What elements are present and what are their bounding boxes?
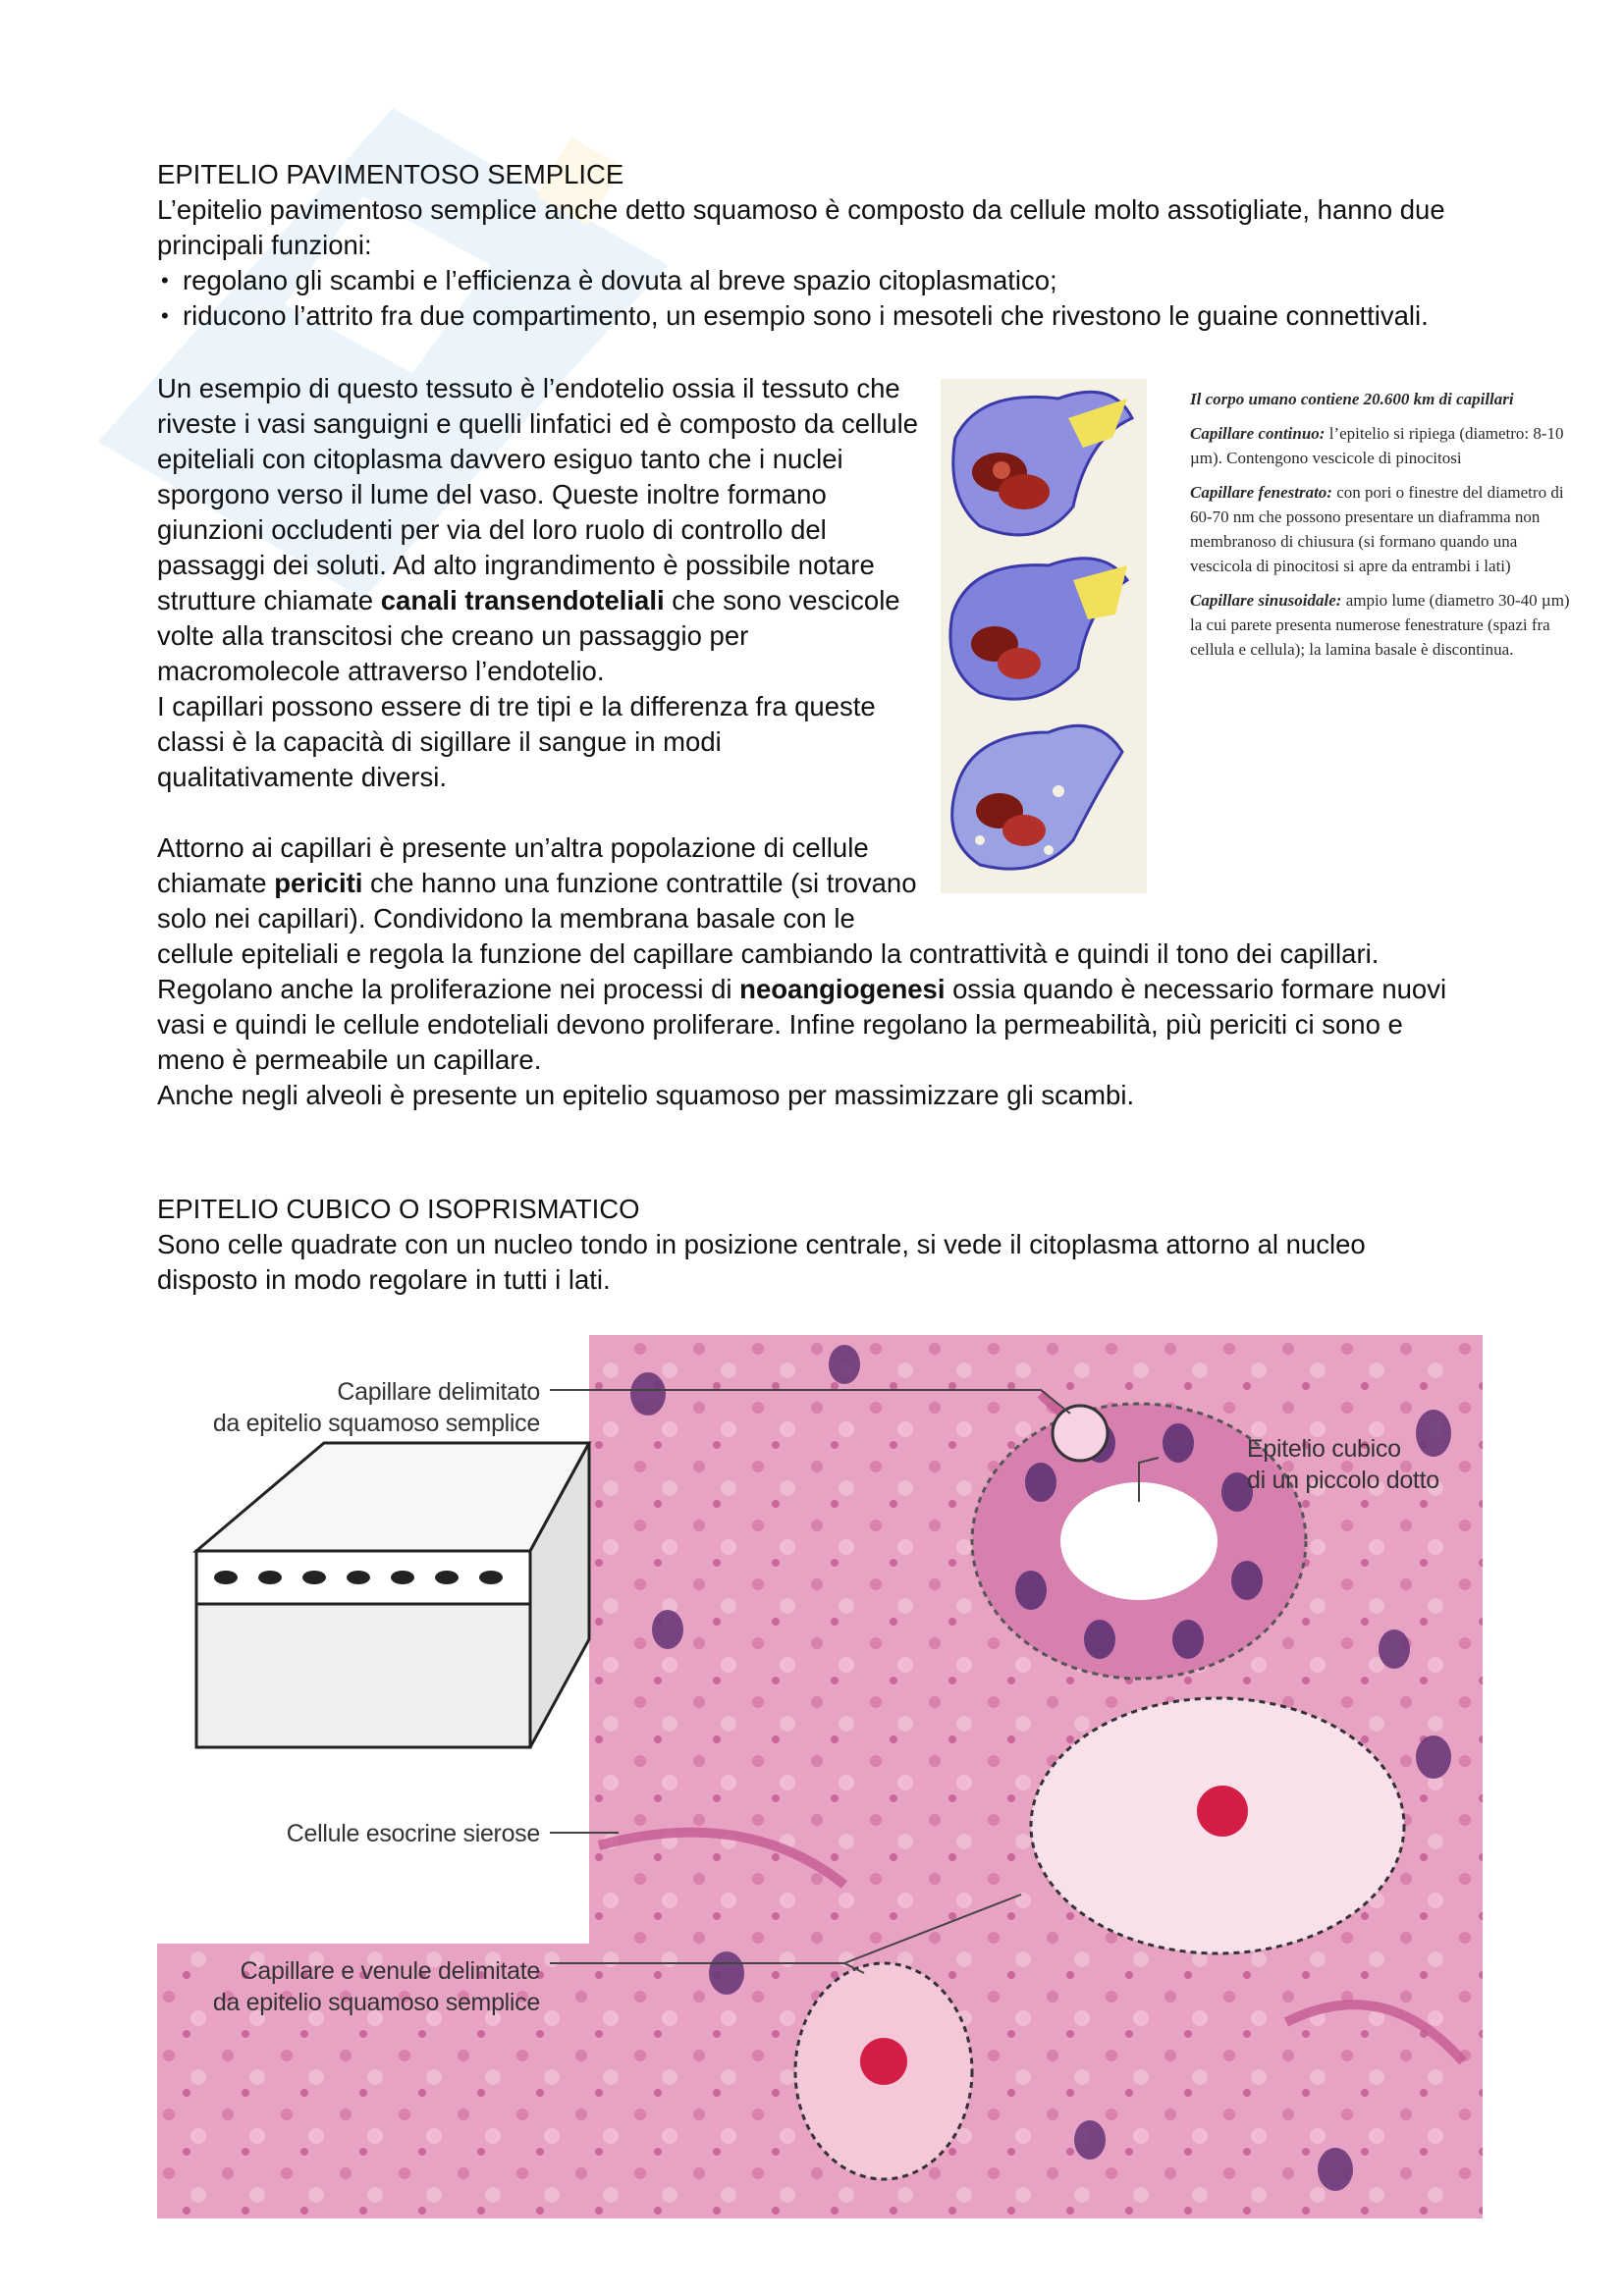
- note-text: con pori o finestre del diametro di 60-70 nm che possono presentare un diaframma non membranoso di chiusura (si formano quando una vescicola di pinocitosi si apre da entrambi i lati): [1190, 483, 1564, 575]
- note-fenestrated: [1190, 480, 1583, 578]
- bullet-item: • riducono l’attrito fra due compartimento, un esempio sono i mesoteli che rivestono le guaine connettivali.: [157, 298, 1473, 334]
- section1-top: [157, 157, 1473, 334]
- note-continuous: [1190, 421, 1583, 470]
- term-periciti: periciti: [274, 868, 363, 898]
- note-title: [1190, 387, 1583, 411]
- note-title-text: Il corpo umano contiene 20.600 km di capillari: [1190, 390, 1514, 408]
- label-epitelio-cubico: [1247, 1433, 1492, 1496]
- para-text: Un esempio di questo tessuto è l’endotelio ossia il tessuto che riveste i vasi sanguigni e quelli linfatici ed è composto da cellule epiteliali con citoplasma davvero esiguo tanto che i nuclei sporgono verso il lume del vaso. Queste inoltre formano giunzioni occludenti per via del loro ruolo di controllo del passaggi dei soluti. Ad alto ingrandimento è possibile notare strutture chiamate: [157, 373, 919, 615]
- label-cellule-sierose: [157, 1818, 540, 1849]
- label-line: da epitelio squamoso semplice: [212, 1410, 540, 1437]
- paragraph-endotelio: [157, 371, 923, 689]
- label-line: Capillare delimitato: [337, 1378, 540, 1406]
- capillary-types-illustration: [941, 379, 1147, 893]
- para-text: ossia quando è necessario formare nuovi vasi e quindi le cellule endoteliali devono proliferare. Infine regolano la permeabilità, più periciti ci sono e meno è permeabile un capillare.: [157, 974, 1447, 1075]
- paragraph-alveoli: Anche negli alveoli è presente un epitelio squamoso per massimizzare gli scambi.: [157, 1080, 1135, 1110]
- label-capillare-squamoso: [157, 1376, 540, 1439]
- lower-capillary: [795, 1963, 972, 2179]
- label-line: Epitelio cubico: [1247, 1435, 1401, 1463]
- section2: [157, 1192, 1473, 1298]
- capillary-notes: [1190, 387, 1583, 671]
- note-term: Capillare fenestrato:: [1190, 483, 1332, 502]
- label-line: Cellule esocrine sierose: [286, 1820, 540, 1847]
- paragraph-capillari: I capillari possono essere di tre tipi e la differenza fra queste classi è la capacità di sigillare il sangue in modi qualitativamente diversi.: [157, 691, 876, 792]
- section1-intro: L’epitelio pavimentoso semplice anche detto squamoso è composto da cellule molto assotigliate, hanno due principali funzioni:: [157, 194, 1445, 260]
- term-neoangiogenesi: neoangiogenesi: [739, 974, 946, 1004]
- note-text: ampio lume (diametro 30-40 µm) la cui parete presenta numerose fenestrature (spazi fra cellula e cellula); la lamina basale è discontinua.: [1190, 591, 1570, 659]
- section2-heading: EPITELIO CUBICO O ISOPRISMATICO: [157, 1194, 640, 1224]
- label-line: di un piccolo dotto: [1247, 1467, 1439, 1494]
- term-canali-transendoteliali: canali transendoteliali: [380, 585, 665, 615]
- para-text: Attorno ai capillari è presente un’altra popolazione di cellule chiamate: [157, 832, 869, 898]
- note-term: Capillare continuo:: [1190, 424, 1326, 443]
- label-capillare-venule: [157, 1955, 540, 2018]
- para-text: che sono vescicole volte alla transcitosi che creano un passaggio per macromolecole attraverso l’endotelio.: [157, 585, 900, 686]
- large-venule: [1031, 1698, 1404, 1953]
- section1-column: [157, 371, 923, 795]
- section1-heading: EPITELIO PAVIMENTOSO SEMPLICE: [157, 159, 624, 189]
- label-line: da epitelio squamoso semplice: [212, 1989, 540, 2016]
- bullet-item: • regolano gli scambi e l’efficienza è dovuta al breve spazio citoplasmatico;: [157, 263, 1473, 298]
- note-text: l’epitelio si ripiega (diametro: 8-10 µm). Contengono vescicole di pinocitosi: [1190, 424, 1564, 467]
- small-capillary: [1053, 1406, 1108, 1461]
- section2-text: Sono celle quadrate con un nucleo tondo in posizione centrale, si vede il citoplasma attorno al nucleo disposto in modo regolare in tutti i lati.: [157, 1229, 1366, 1295]
- note-sinusoidal: [1190, 588, 1583, 662]
- para-text: che hanno una funzione contrattile (si trovano solo nei capillari). Condividono la membrana basale con le cellule epiteliali e regola la funzione del capillare cambiando la contrattività e quindi il tono dei capillari. Regolano anche la proliferazione nei processi di: [157, 868, 1380, 1004]
- section1-bullets: [157, 263, 1473, 334]
- section1-periciti: [157, 830, 1473, 1113]
- label-line: Capillare e venule delimitate: [240, 1957, 540, 1985]
- note-term: Capillare sinusoidale:: [1190, 591, 1342, 610]
